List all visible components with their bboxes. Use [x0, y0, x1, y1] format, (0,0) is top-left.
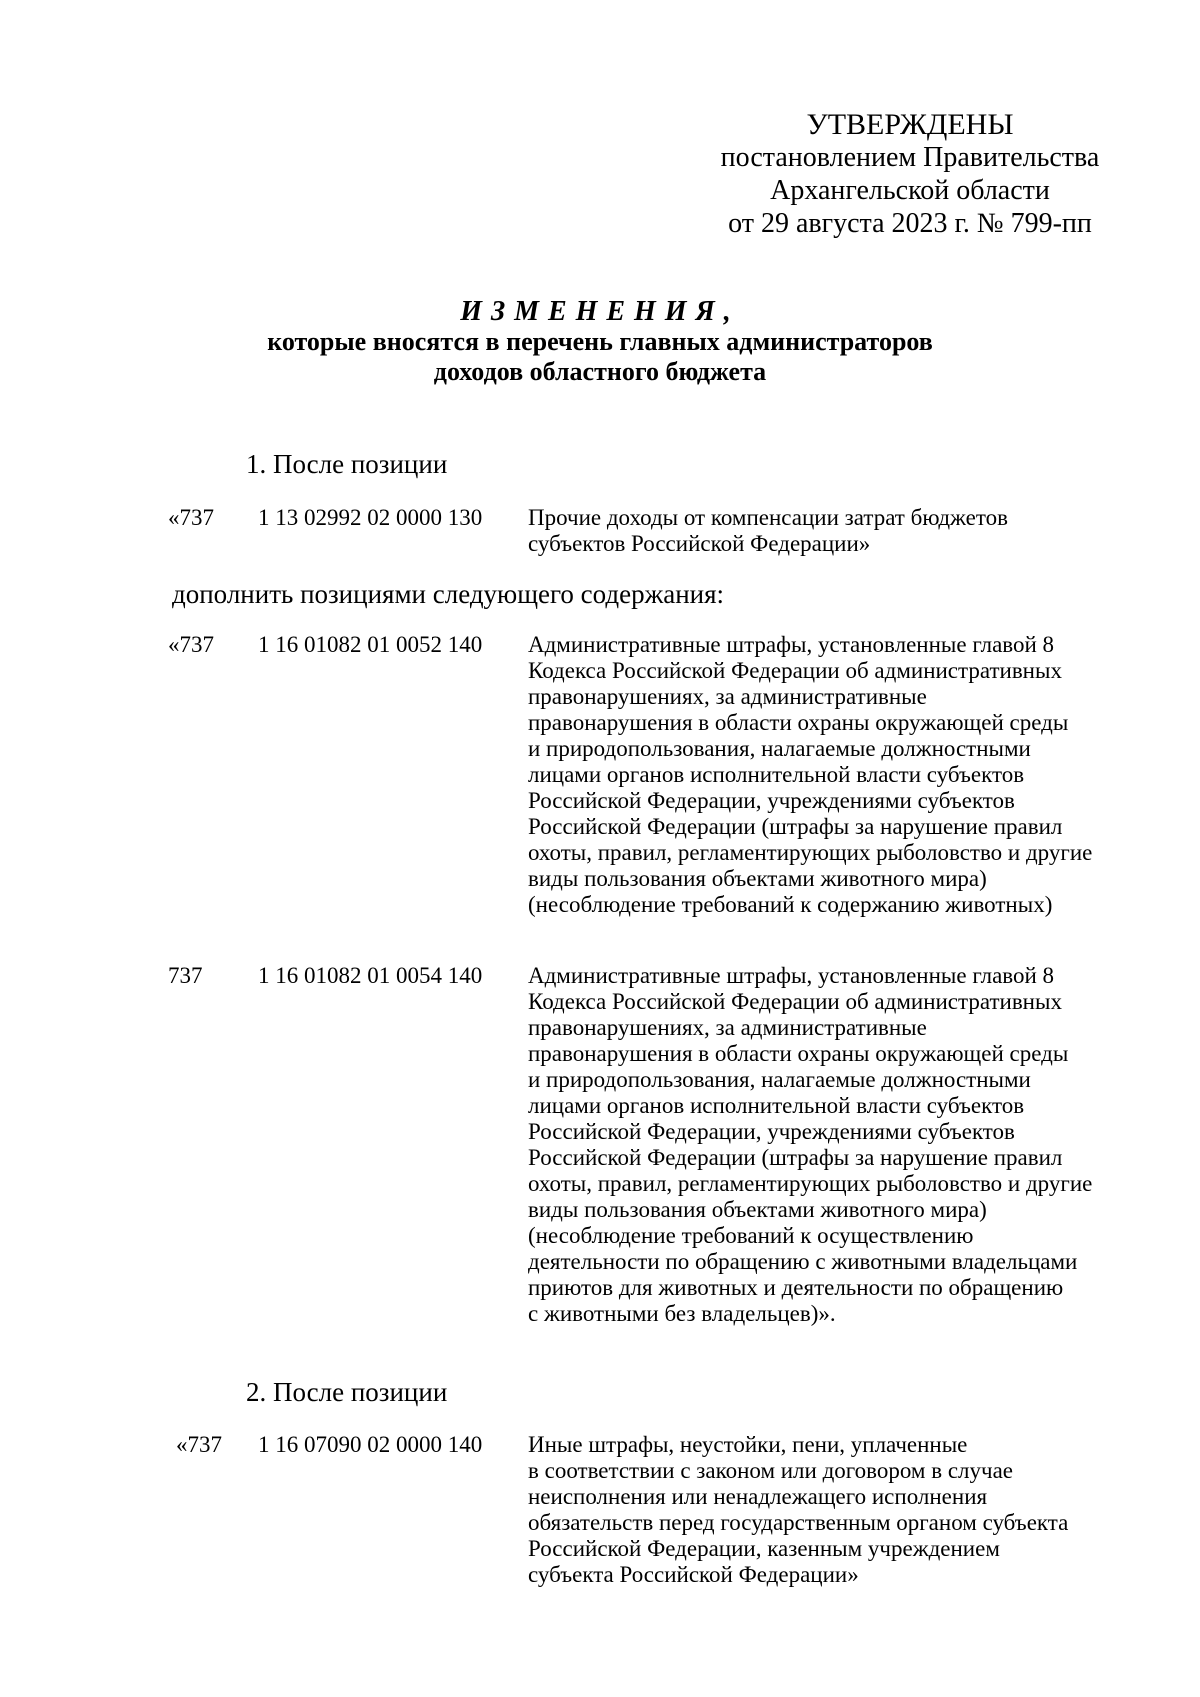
document-title: ИЗМЕНЕНИЯ, [460, 296, 740, 327]
description-line: (несоблюдение требований к осуществлению [528, 1223, 974, 1248]
approval-line: постановлением Правительства [720, 142, 1100, 173]
description-line: и природопользования, налагаемые должностными [528, 1067, 1031, 1092]
description-line: правонарушения в области охраны окружающей среды [528, 1041, 1069, 1066]
description-line: Российской Федерации, учреждениями субъектов [528, 1119, 1015, 1144]
description-line: неисполнения или ненадлежащего исполнения [528, 1484, 988, 1509]
income-code: 1 16 01082 01 0052 140 [258, 632, 483, 657]
description-line: (несоблюдение требований к содержанию животных) [528, 892, 1053, 917]
description-line: Российской Федерации (штрафы за нарушение правил [528, 814, 1063, 839]
description-line: Иные штрафы, неустойки, пени, уплаченные [528, 1432, 968, 1457]
description-line: субъекта Российской Федерации» [528, 1562, 859, 1587]
income-code: 1 16 07090 02 0000 140 [258, 1432, 483, 1457]
description-line: в соответствии с законом или договором в случае [528, 1458, 1014, 1483]
section-2-intro: 2. После позиции [246, 1377, 448, 1407]
section-1-connector: дополнить позициями следующего содержания: [172, 579, 725, 609]
description-line: субъектов Российской Федерации» [528, 531, 871, 556]
description-line: Административные штрафы, установленные главой 8 [528, 632, 1055, 657]
description-line: виды пользования объектами животного мира) [528, 866, 987, 891]
document-subtitle-line: которые вносятся в перечень главных администраторов [267, 327, 933, 356]
description-line: Российской Федерации, казенным учреждением [528, 1536, 1000, 1561]
admin-code: «737 [176, 1432, 222, 1457]
description-line: охоты, правил, регламентирующих рыболовство и другие [528, 1171, 1093, 1196]
description-line: Прочие доходы от компенсации затрат бюджетов [528, 505, 1008, 530]
income-description [528, 505, 1148, 557]
approval-line: Архангельской области [770, 175, 1050, 206]
admin-code: «737 [168, 632, 214, 657]
description-line: деятельности по обращению с животными владельцами [528, 1249, 1078, 1274]
description-line: Российской Федерации (штрафы за нарушение правил [528, 1145, 1063, 1170]
approval-stamp [700, 108, 1120, 240]
document-heading [120, 297, 1080, 387]
approval-line: от 29 августа 2023 г. № 799-пп [728, 208, 1092, 239]
income-code: 1 13 02992 02 0000 130 [258, 505, 483, 530]
description-line: правонарушениях, за административные [528, 684, 927, 709]
description-line: охоты, правил, регламентирующих рыболовство и другие [528, 840, 1093, 865]
section-1-intro: 1. После позиции [246, 449, 448, 479]
description-line: Кодекса Российской Федерации об административных [528, 658, 1062, 683]
description-line: с животными без владельцев)». [528, 1301, 836, 1326]
description-line: правонарушения в области охраны окружающей среды [528, 710, 1069, 735]
description-line: Российской Федерации, учреждениями субъектов [528, 788, 1015, 813]
approval-title: УТВЕРЖДЕНЫ [806, 108, 1014, 141]
document-subtitle-line: доходов областного бюджета [433, 357, 767, 386]
description-line: лицами органов исполнительной власти субъектов [528, 762, 1025, 787]
description-line: Кодекса Российской Федерации об административных [528, 989, 1062, 1014]
description-line: правонарушениях, за административные [528, 1015, 927, 1040]
description-line: виды пользования объектами животного мира) [528, 1197, 987, 1222]
admin-code: «737 [168, 505, 214, 530]
income-description [528, 632, 1148, 918]
description-line: лицами органов исполнительной власти субъектов [528, 1093, 1025, 1118]
income-description [528, 1432, 1148, 1588]
income-code: 1 16 01082 01 0054 140 [258, 963, 483, 988]
income-description [528, 963, 1148, 1327]
description-line: приютов для животных и деятельности по обращению [528, 1275, 1064, 1300]
description-line: и природопользования, налагаемые должностными [528, 736, 1031, 761]
description-line: обязательств перед государственным органом субъекта [528, 1510, 1069, 1535]
description-line: Административные штрафы, установленные главой 8 [528, 963, 1055, 988]
admin-code: 737 [168, 963, 203, 988]
